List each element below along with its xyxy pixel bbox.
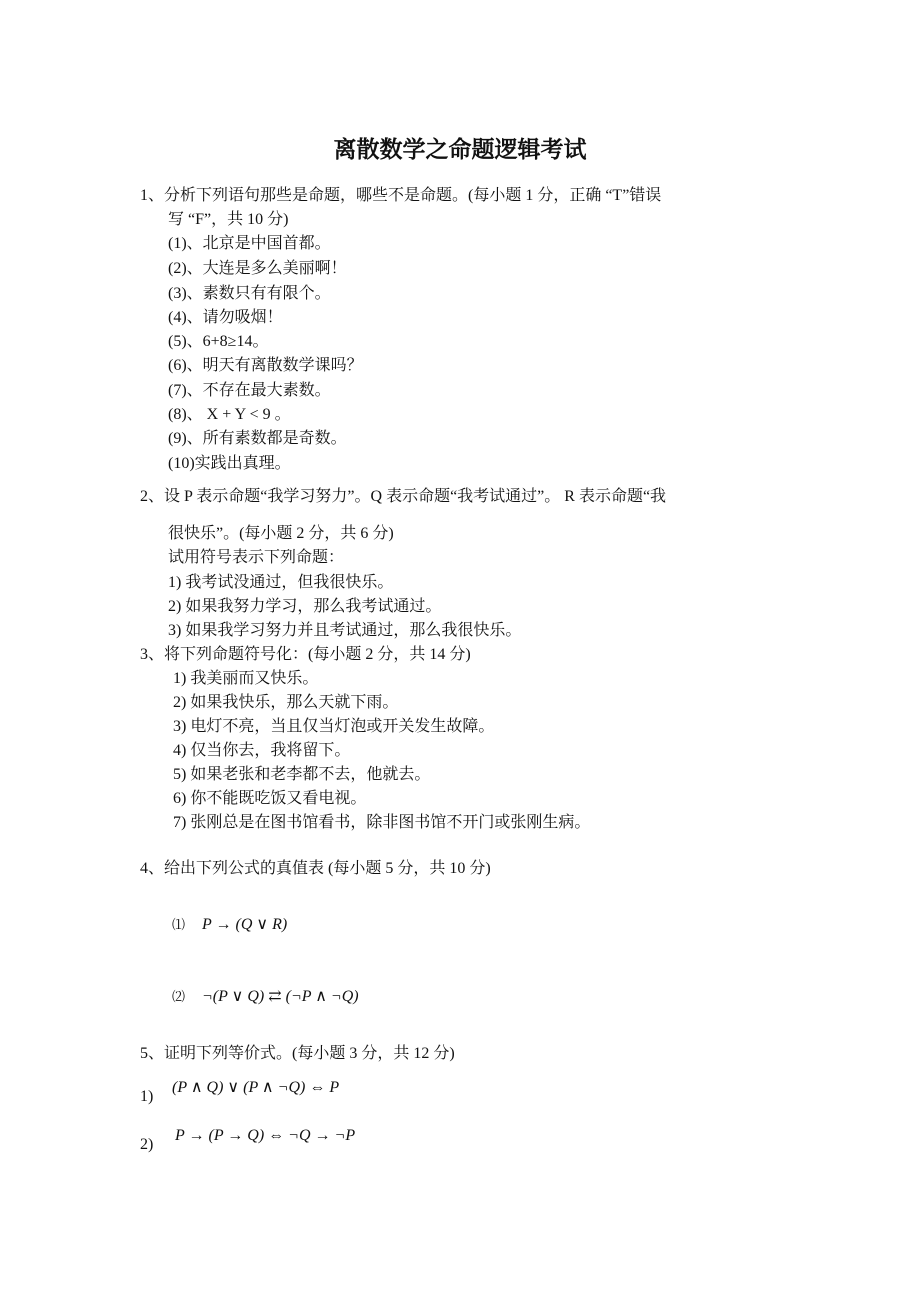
q4-heading: 4、给出下列公式的真值表 (每小题 5 分，共 10 分) bbox=[140, 860, 491, 877]
q3-item-3: 3) 电灯不亮，当且仅当灯泡或开关发生故障。 bbox=[173, 718, 495, 735]
q1-item-4: (4)、请勿吸烟！ bbox=[168, 309, 283, 326]
q2-heading-line2: 很快乐”。(每小题 2 分，共 6 分) bbox=[168, 525, 394, 542]
q2-instruction: 试用符号表示下列命题： bbox=[168, 549, 345, 566]
q3-item-7: 7) 张刚总是在图书馆看书，除非图书馆不开门或张刚生病。 bbox=[173, 814, 591, 831]
q1-item-9: (9)、所有素数都是奇数。 bbox=[168, 430, 347, 447]
q2-item-2: 2) 如果我努力学习，那么我考试通过。 bbox=[168, 598, 442, 615]
q1-item-8: (8)、 X + Y < 9 。 bbox=[168, 406, 291, 423]
q2-item-1: 1) 我考试没通过，但我很快乐。 bbox=[168, 574, 394, 591]
q3-heading: 3、将下列命题符号化：(每小题 2 分，共 14 分) bbox=[140, 646, 471, 663]
q3-item-5: 5) 如果老张和老李都不去，他就去。 bbox=[173, 766, 431, 783]
q1-item-5: (5)、6+8≥14。 bbox=[168, 333, 269, 350]
q1-heading-line1: 1、分析下列语句那些是命题，哪些不是命题。(每小题 1 分，正确 “T”错误 bbox=[140, 187, 662, 204]
q5-item-2-number: 2) bbox=[140, 1136, 154, 1153]
q4-item-1-number: ⑴ bbox=[172, 917, 186, 932]
q4-item-1-formula: P → (Q ∨ R) bbox=[202, 916, 288, 933]
q3-item-1: 1) 我美丽而又快乐。 bbox=[173, 670, 319, 687]
q1-item-1: (1)、北京是中国首都。 bbox=[168, 235, 331, 252]
q5-item-1-formula: (P ∧ Q) ∨ (P ∧ ¬Q) ⇔ P bbox=[172, 1079, 340, 1096]
q3-item-6: 6) 你不能既吃饭又看电视。 bbox=[173, 790, 367, 807]
q1-item-6: (6)、明天有离散数学课吗？ bbox=[168, 357, 363, 374]
q2-item-3: 3) 如果我学习努力并且考试通过，那么我很快乐。 bbox=[168, 622, 522, 639]
q1-item-2: (2)、大连是多么美丽啊！ bbox=[168, 260, 347, 277]
exam-title: 离散数学之命题逻辑考试 bbox=[333, 137, 587, 162]
q1-item-3: (3)、素数只有有限个。 bbox=[168, 285, 331, 302]
q5-item-1-number: 1) bbox=[140, 1088, 154, 1105]
q3-item-2: 2) 如果我快乐，那么天就下雨。 bbox=[173, 694, 399, 711]
q3-item-4: 4) 仅当你去，我将留下。 bbox=[173, 742, 351, 759]
q5-item-2-formula: P → (P → Q) ⇔ ¬Q → ¬P bbox=[175, 1127, 356, 1144]
q4-item-2-formula: ¬(P ∨ Q) ⇄ (¬P ∧ ¬Q) bbox=[202, 988, 359, 1005]
q4-item-2-number: ⑵ bbox=[172, 989, 186, 1004]
q1-item-10: (10)实践出真理。 bbox=[168, 455, 291, 472]
q1-heading-line2: 写 “F”，共 10 分) bbox=[168, 211, 289, 228]
q5-heading: 5、证明下列等价式。(每小题 3 分，共 12 分) bbox=[140, 1045, 455, 1062]
q1-item-7: (7)、不存在最大素数。 bbox=[168, 382, 331, 399]
q2-heading-line1: 2、设 P 表示命题“我学习努力”。Q 表示命题“我考试通过”。 R 表示命题“我 bbox=[140, 488, 667, 505]
